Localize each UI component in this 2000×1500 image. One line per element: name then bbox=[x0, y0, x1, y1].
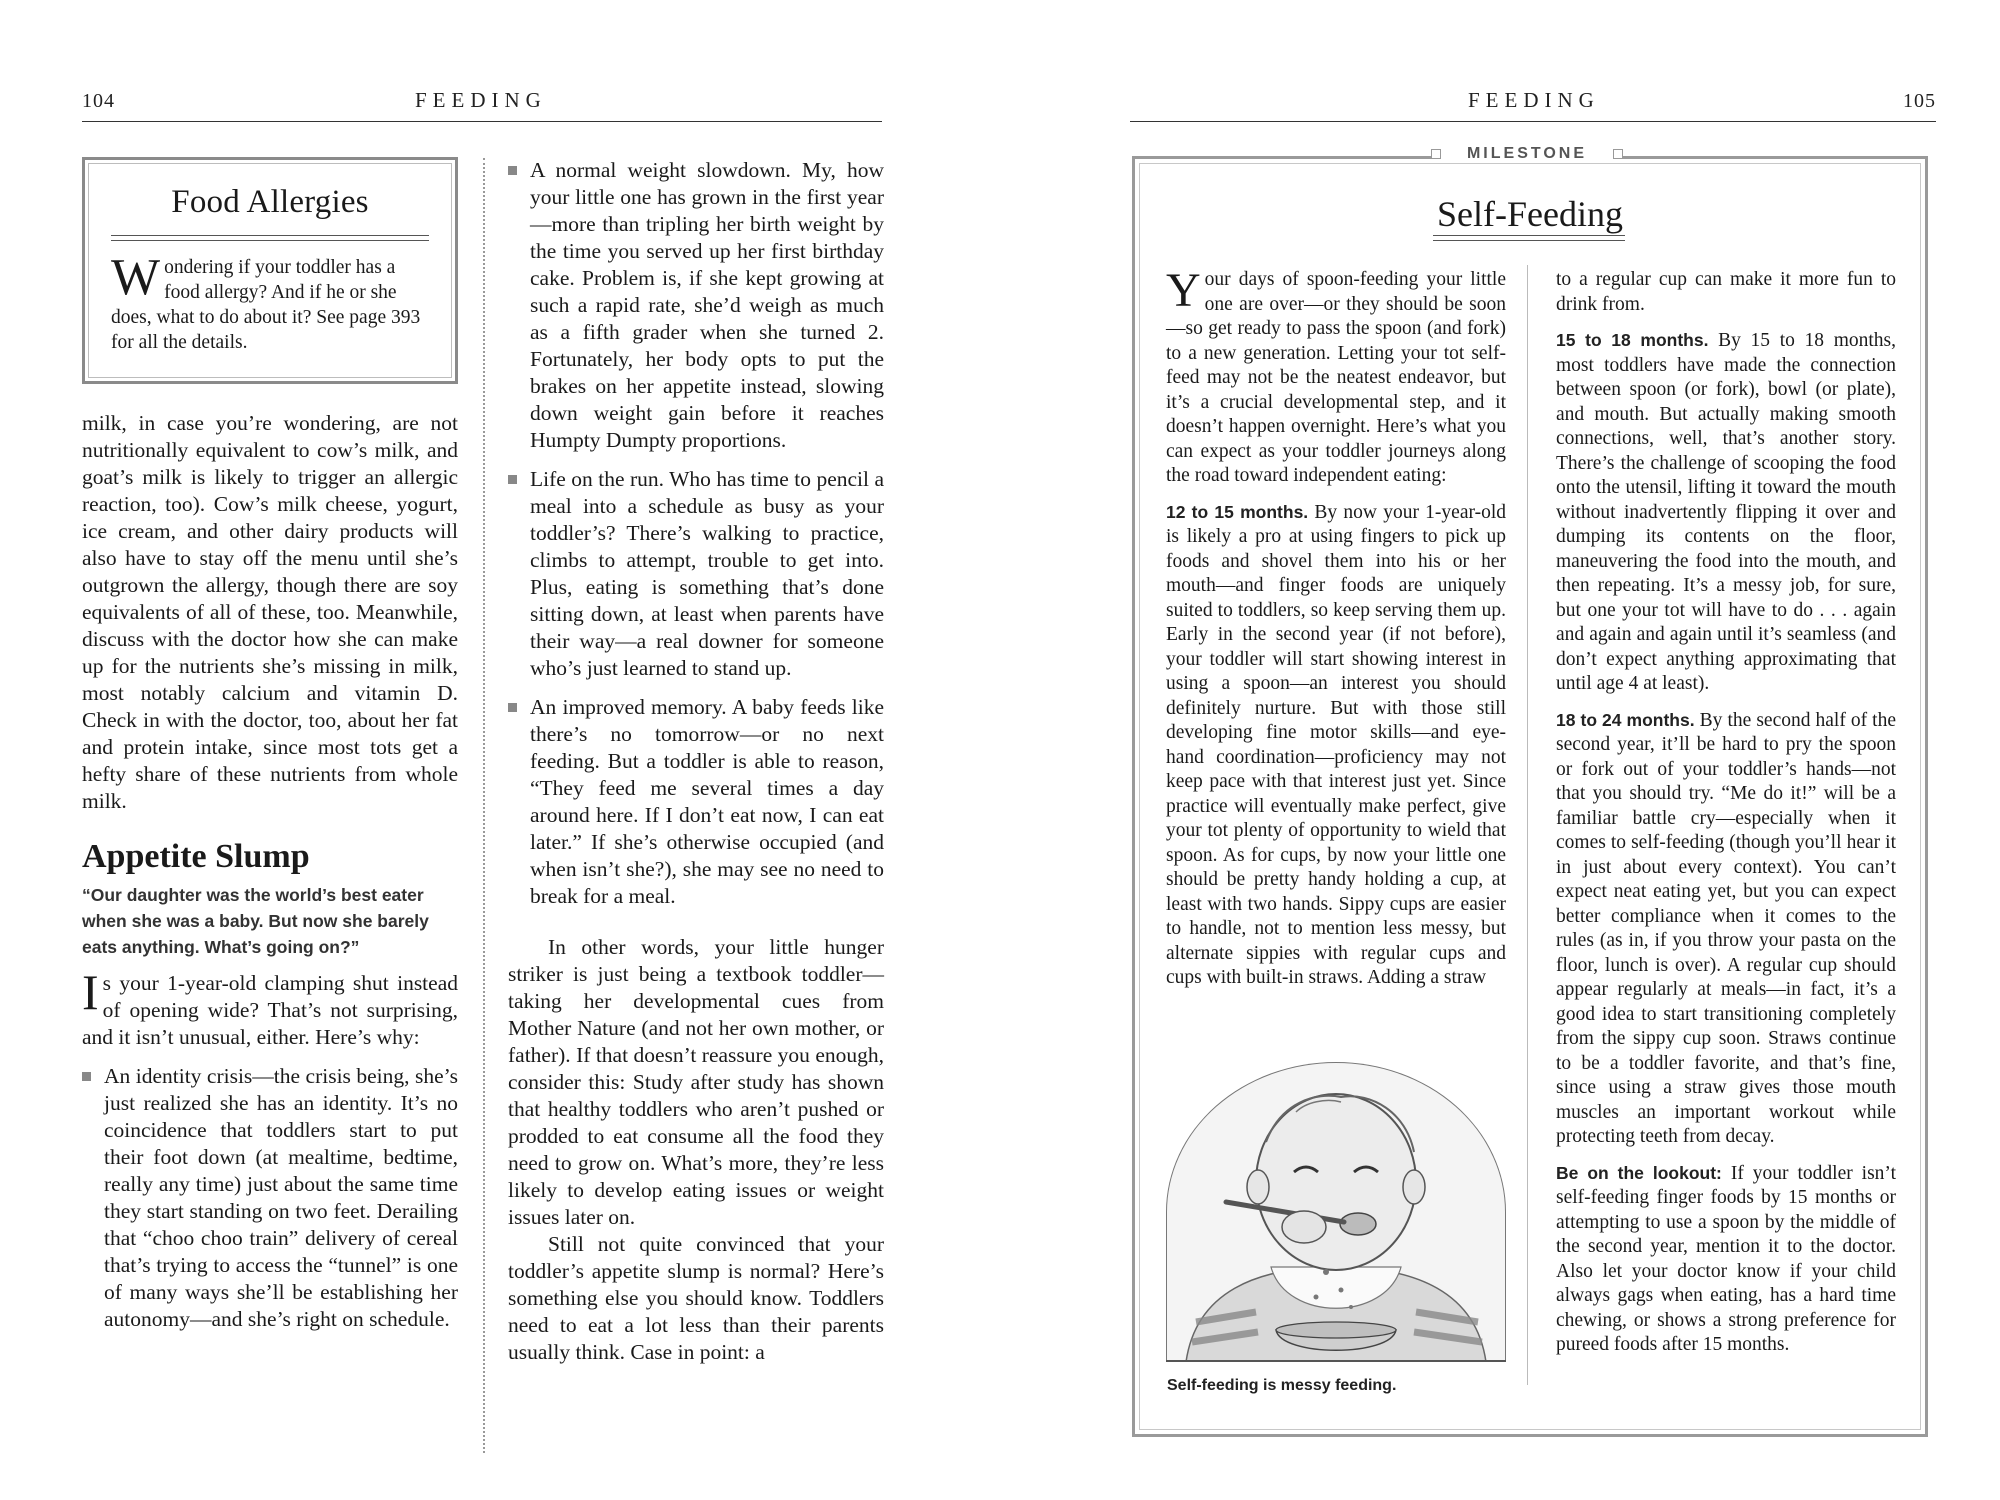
stage-text: By 15 to 18 months, most toddlers have made the connection between spoon (or fork), bowl (or plate), and mouth. But actually making smooth connections, well, that’s another story. There’s the challenge of scooping the food onto the utensil, lifting it toward the mouth without inadvertently flipping it over and dumping its contents on the floor, maneuvering the food into the mouth, and then repeating. It’s a messy job, for sure, but one your tot will have to do . . . again and again and again until it’s seamless (and don’t expect anything approximating that until age 4 at least). bbox=[1556, 330, 1896, 694]
running-head-left bbox=[82, 88, 882, 122]
milestone-intro-text: our days of spoon-feeding your little one are over—or they should be soon—so get ready to pass the spoon (and fork) to a new generation. Letting your tot self-feed may not be the neatest endeavor, but it’s a crucial developmental step, and it doesn’t happen overnight. Here’s what you can expect as your toddler journeys along the road toward independent eating: bbox=[1166, 269, 1506, 486]
milestone-column-divider bbox=[1527, 265, 1528, 1385]
stage-text: By the second half of the second year, it’ll be hard to pry the spoon or fork out of your toddler’s hands—not that you should try. “Me do it!” will be a familiar battle cry—especially when it comes to self-feeding (though you’ll hear it in just about every context). You can’t expect neat eating yet, but you can expect better compliance when it comes to the rules (as in, if you throw your pasta on the floor, lunch is over). A regular cup should appear regularly at meals—in fact, it’s a good idea to start transitioning completely from the sippy cup soon. Straws continue to be a toddler favorite, and that’s fine, since using a straw gives those mouth muscles an important workout while protecting teeth from decay. bbox=[1556, 709, 1896, 1147]
left-column-2 bbox=[508, 157, 884, 1366]
bullet-marker bbox=[508, 166, 517, 175]
bullet-text: An identity crisis—the crisis being, she’s just realized she has an identity. It’s no coincidence that toddlers start to put their foot down (at mealtime, bedtime, really any time) just about the same time they start standing on two feet. Derailing that “choo choo train” delivery of cereal that’s trying to access the “tunnel” is one of many ways she’ll be establishing her autonomy—and she’s right on schedule. bbox=[104, 1064, 458, 1331]
stage-lead: 12 to 15 months. bbox=[1166, 501, 1309, 522]
stage-18-24-months bbox=[1556, 708, 1896, 1150]
milestone-column-1 bbox=[1166, 264, 1507, 991]
stage-lead: 18 to 24 months. bbox=[1556, 709, 1695, 730]
milestone-title: Self-Feeding bbox=[1437, 194, 1623, 234]
stage-text: By now your 1-year-old is likely a pro at using fingers to pick up foods and shovel them into his or her mouth—and finger foods are uniquely suited to toddlers, so keep serving them up. Early in the second year (if not before), your toddler will start showing interest in using a spoon—an interest you should definitely nurture. But with those still developing fine motor skills—and eye-hand coordination—proficiency may not keep pace with that interest just yet. Since practice will eventually make perfect, give your tot plenty of opportunity to wield that spoon. As for cups, by now your little one should be pretty handy holding a cup, at least with two hands. Sippy cups are easier to handle, not to mention less messy, but alternate sippies with regular cups and cups with built-in straws. Adding a straw bbox=[1166, 501, 1507, 988]
column-divider bbox=[483, 158, 485, 1453]
dropcap-y: Y bbox=[1166, 264, 1201, 317]
sidebar-text bbox=[111, 249, 429, 355]
stage-text: If your toddler isn’t self-feeding finger foods by 15 months or attempting to use a spoon by the middle of the second year, mention it to the doctor. Also let your doctor know if your child always gags when eating, has a hard time chewing, or shows a strong preference for pureed foods after 15 months. bbox=[1556, 1162, 1896, 1355]
bullet-identity-crisis bbox=[82, 1063, 458, 1333]
straw-continuation: to a regular cup can make it more fun to drink from. bbox=[1556, 269, 1896, 315]
stage-15-18-months bbox=[1556, 328, 1896, 697]
running-head-title-left: FEEDING bbox=[415, 88, 547, 112]
allergy-continuation: milk, in case you’re wondering, are not nutritionally equivalent to cow’s milk, and goat’s milk is likely to trigger an allergic reaction, too). Cow’s milk cheese, yogurt, ice cream, and other dairy products will also have to stay off the menu until she’s outgrown the allergy, though there are soy equivalents of all of these, too. Meanwhile, discuss with the doctor how she can make up for the nutrients she’s missing in milk, most notably calcium and vitamin D. Check in with the doctor, too, about her fat and protein intake, since most tots get a hefty share of these nutrients from whole milk. bbox=[82, 411, 458, 813]
food-allergies-sidebar bbox=[82, 157, 458, 384]
stage-lead: 15 to 18 months. bbox=[1556, 330, 1709, 350]
illustration-caption: Self-feeding is messy feeding. bbox=[1167, 1377, 1397, 1394]
title-double-rule bbox=[111, 235, 429, 241]
bullet-marker bbox=[508, 703, 517, 712]
left-column-1 bbox=[82, 410, 458, 1333]
bullet-text: An improved memory. A baby feeds like there’s no tomorrow—or no next feeding. But a toddler is able to reason, “They feed me several times a day around here. If I don’t eat now, I can eat later.” If she’s otherwise occupied (and when isn’t she?), she may see no need to break for a meal. bbox=[530, 695, 884, 908]
running-head-title-right: FEEDING bbox=[1468, 88, 1600, 112]
toddler-eating-illustration bbox=[1166, 1062, 1506, 1362]
bullet-marker bbox=[82, 1072, 91, 1081]
paragraph-still-not-convinced: Still not quite convinced that your toddler’s appetite slump is normal? Here’s something else you should know. Toddlers need to eat a lot less than their parents usually think. Case in point: a bbox=[508, 1232, 884, 1364]
page-number-left: 104 bbox=[82, 90, 115, 112]
bullet-life-on-the-run bbox=[508, 466, 884, 682]
page-number-right: 105 bbox=[1903, 90, 1936, 112]
bullet-improved-memory bbox=[508, 694, 884, 910]
stage-lead: Be on the lookout: bbox=[1556, 1162, 1722, 1183]
section-heading-appetite-slump: Appetite Slump bbox=[82, 838, 310, 875]
answer-intro bbox=[82, 964, 458, 1051]
reader-question: “Our daughter was the world’s best eater when she was a baby. But now she barely eats anything. What’s going on?” bbox=[82, 885, 429, 957]
sidebar-title: Food Allergies bbox=[171, 184, 369, 220]
dropcap-i: I bbox=[82, 964, 99, 1020]
dropcap-w: W bbox=[111, 249, 161, 306]
bullet-marker bbox=[508, 475, 517, 484]
paragraph-other-words: In other words, your little hunger striker is just being a textbook toddler—taking her developmental cues from Mother Nature (and not her own mother, or father). If that doesn’t reassure you enough, consider this: Study after study has shown that healthy toddlers who aren’t pushed or prodded to eat consume all the food they need to grow on. What’s more, they’re less likely to develop eating issues or weight issues later on. bbox=[508, 935, 884, 1229]
answer-intro-text: s your 1-year-old clamping shut instead of opening wide? That’s not surprising, and it isn’t unusual, either. Here’s why: bbox=[82, 971, 458, 1049]
bullet-text: Life on the run. Who has time to pencil a meal into a schedule as busy as your toddler’s? There’s walking to practice, climbs to attempt, trouble to get into. Plus, eating is something that’s done sitting down, at least when parents have their way—a real downer for someone who’s just learned to stand up. bbox=[530, 467, 884, 680]
milestone-intro bbox=[1166, 264, 1506, 489]
bullet-text: A normal weight slowdown. My, how your little one has grown in the first year—more than tripling her birth weight by the time you served up her first birthday cake. Problem is, if she kept growing at such a rapid rate, she’d weigh as much as a fifth grader when she turned 2. Fortunately, her body opts to put the brakes on her appetite instead, slowing down weight gain before it reaches Humpty Dumpty proportions. bbox=[530, 158, 884, 452]
milestone-label: MILESTONE bbox=[1437, 145, 1617, 163]
milestone-title-rule bbox=[1433, 235, 1625, 241]
bullet-weight-slowdown bbox=[508, 157, 884, 454]
running-head-right bbox=[1130, 88, 1936, 122]
milestone-column-2 bbox=[1556, 268, 1896, 1358]
stage-12-15-months bbox=[1166, 500, 1506, 991]
sidebar-body: ondering if your toddler has a food allergy? And if he or she does, what to do about it? See page 393 for all the details. bbox=[111, 257, 421, 353]
lookout-note bbox=[1556, 1161, 1896, 1358]
